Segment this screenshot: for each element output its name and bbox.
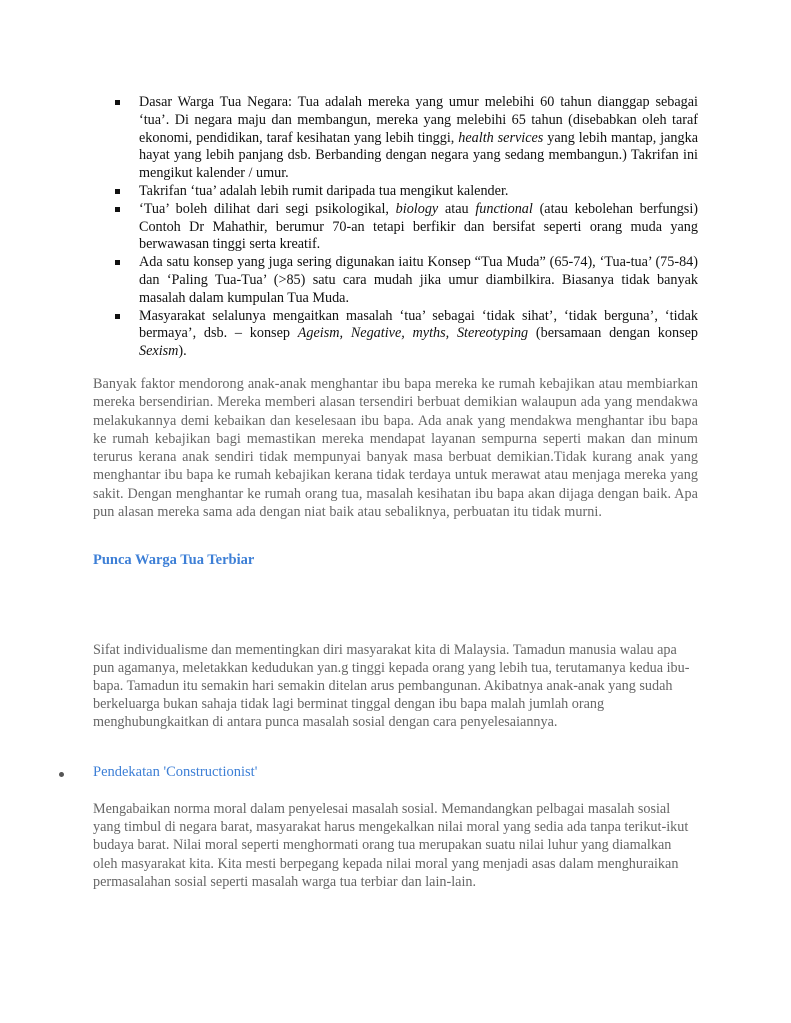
bullet-item <box>112 308 698 361</box>
subheading-constructionist: Pendekatan 'Constructionist' <box>93 764 258 780</box>
square-bullet-icon <box>115 260 120 265</box>
bullet-text: Dasar Warga Tua Negara: Tua adalah mereka yang umur melebihi 60 tahun dianggap sebagai ‘tua’. Di negara maju dan membangun, mereka yang melebihi 65 tahun (disebabkan oleh taraf ekonomi, pendidikan, taraf kesihatan yang lebih tinggi, health services yang lebih mantap, jangka hayat yang lebih panjang dsb. Berbanding dengan negara yang sedang membangun.) Takrifan ini mengikut kalender / umur. <box>139 94 699 182</box>
paragraph-individualism: Sifat individualisme dan mementingkan diri masyarakat kita di Malaysia. Tamadun manusia walau apa pun agamanya, meletakkan kedudukan yan.g tinggi kepada orang yang lebih tua, terutamanya kedua ibu-bapa. Tamadun itu semakin hari semakin ditelan arus pembangunan. Akibatnya anak-anak yang sudah berkeluarga bukan sahaja tidak lagi berminat tinggal dengan ibu bapa malah jumlah orang menghubungkaitkan di antara punca masalah sosial dengan cara penyelesaiannya. <box>93 642 690 731</box>
italic-term: Sexism <box>139 343 179 360</box>
paragraph-moral-norms: Mengabaikan norma moral dalam penyelesai masalah sosial. Memandangkan pelbagai masalah sosial yang timbul di negara barat, masyarakat harus mengekalkan nilai moral yang sedia ada tanpa terikut-ikut budaya barat. Nilai moral seperti menghormati orang tua merupakan suatu nilai luhur yang diamalkan oleh masyarakat kita. Kita mesti berpegang kepada nilai moral yang menjadi asas dalam menghuraikan permasalahan sosial seperti masalah warga tua terbiar dan lain-lain. <box>93 801 689 890</box>
bullet-item <box>112 254 698 307</box>
square-bullet-icon <box>115 100 120 105</box>
bullet-item <box>112 201 698 254</box>
italic-term: Ageism, Negative, myths, Stereotyping <box>297 325 529 342</box>
paragraph-reasons: Banyak faktor mendorong anak-anak menghantar ibu bapa mereka ke rumah kebajikan atau membiarkan mereka bersendirian. Mereka memberi alasan tersendiri berbuat demikian walaupun ada yang mendakwa melakukannya demi kebaikan dan keselesaan ibu bapa. Ada anak yang mendakwa menghantar ibu bapa ke rumah kebajikan bagi memastikan mereka mendapat layanan sempurna seperti makan dan minum terurus kerana anak sendiri tidak mempunyai banyak masa berbuat demikian.Tidak kurang anak yang menghantar ibu bapa ke rumah kebajikan kerana tidak terdaya untuk merawat atau menjaga mereka yang sakit. Dengan menghantar ke rumah orang tua, masalah kesihatan ibu bapa akan dijaga dengan baik. Apa pun alasan mereka sama ada dengan niat baik atau sebaliknya, perbuatan itu tidak murni. <box>93 376 698 521</box>
bullet-text: Takrifan ‘tua’ adalah lebih rumit daripada tua mengikut kalender. <box>139 182 509 199</box>
bullet-text: ‘Tua’ boleh dilihat dari segi psikologikal, biology atau functional (atau kebolehan berfungsi) Contoh Dr Mahathir, berumur 70-an tetapi berfikir dan bersifat seperti orang muda yang berwawasan tinggi serta kreatif. <box>139 200 698 253</box>
bullet-item <box>112 183 698 201</box>
bullet-text: Ada satu konsep yang juga sering digunakan iaitu Konsep “Tua Muda” (65-74), ‘Tua-tua’ (75-84) dan ‘Paling Tua-Tua’ (>85) satu cara mudah jika umur diambilkira. Biasanya tidak banyak masalah dalam kumpulan Tua Muda. <box>139 254 698 306</box>
section-heading: Punca Warga Tua Terbiar <box>93 552 255 568</box>
square-bullet-icon <box>115 314 120 319</box>
square-bullet-icon <box>115 207 120 212</box>
bullet-item <box>112 94 698 183</box>
italic-term: biology <box>395 200 439 217</box>
italic-term: functional <box>475 200 533 217</box>
square-bullet-icon <box>115 189 120 194</box>
italic-term: health services <box>458 129 544 146</box>
definition-bullet-list <box>112 94 698 361</box>
bullet-text: Masyarakat selalunya mengaitkan masalah ‘tua’ sebagai ‘tidak sihat’, ‘tidak berguna’, ‘tidak bermaya’, dsb. – konsep Ageism, Negative, myths, Stereotyping (bersamaan dengan konsep Sexism). <box>139 307 699 360</box>
round-bullet-icon <box>59 772 64 777</box>
